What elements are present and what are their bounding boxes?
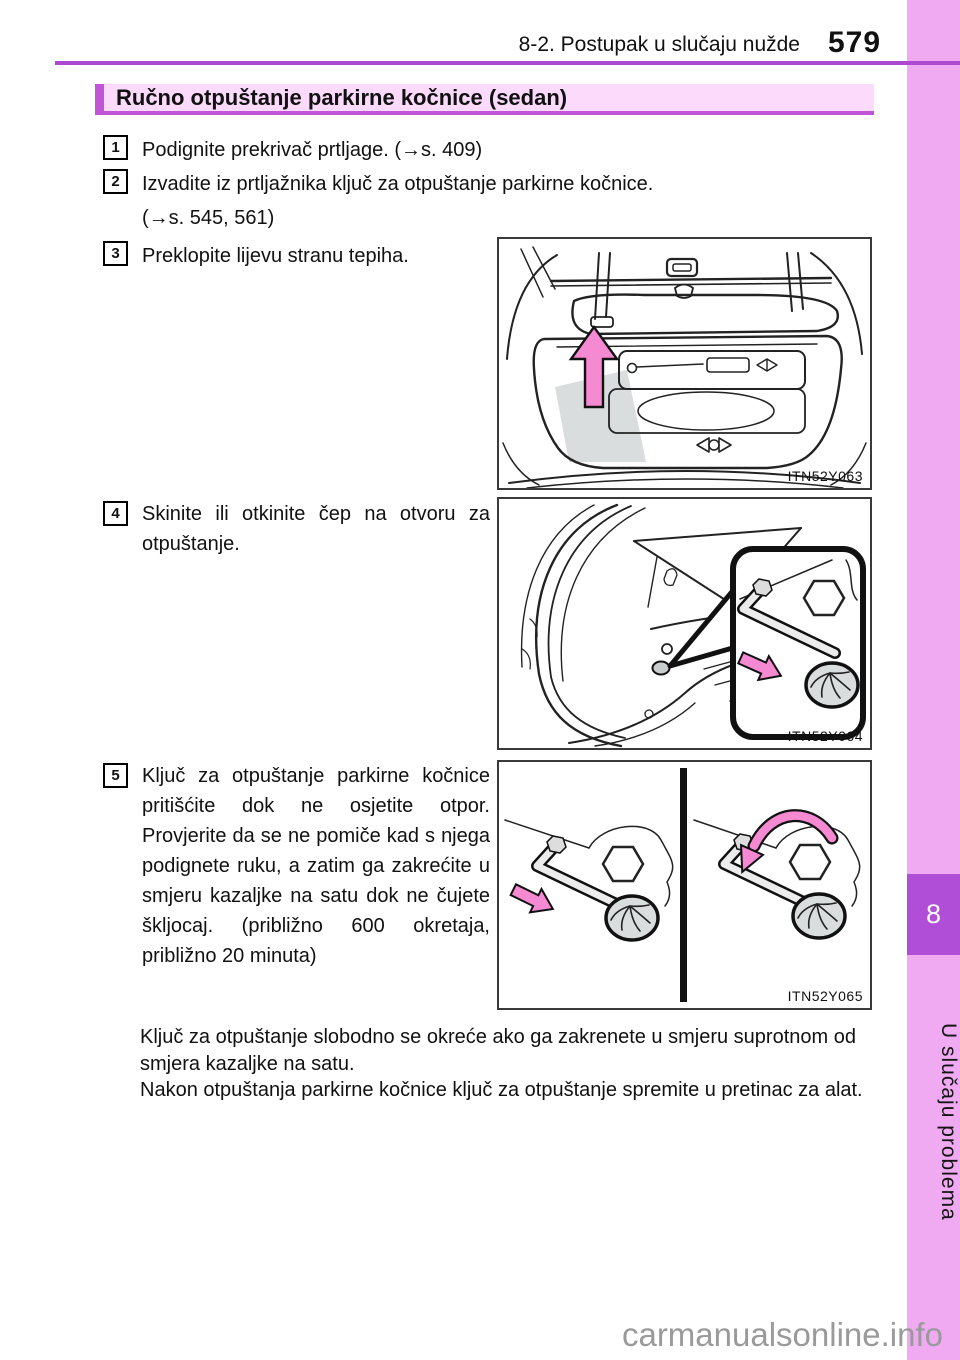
figure-code-label: ITN52Y064 xyxy=(787,728,863,744)
header-section-title: 8-2. Postupak u slučaju nužde xyxy=(518,33,800,56)
step-text: Skinite ili otkinite čep na otvoru za otpuštanje. xyxy=(142,503,490,555)
hexagon-icon xyxy=(804,581,844,615)
trunk-overview-illustration xyxy=(499,239,870,488)
grommet-icon xyxy=(793,894,845,938)
step-text: Podignite prekrivač prtljage. (→s. 409) xyxy=(142,139,483,161)
step-number: 1 xyxy=(111,139,120,156)
chapter-label-vertical: U slučaju problema xyxy=(937,1023,960,1221)
note-paragraph: Nakon otpuštanja parkirne kočnice ključ za otpuštanje spremite u pretinac za alat. xyxy=(140,1079,863,1101)
step-number-box xyxy=(103,241,128,266)
hexagon-icon xyxy=(790,845,830,879)
watermark: carmanualsonline.info xyxy=(621,1316,943,1353)
grommet-icon xyxy=(606,896,658,940)
step-item-4 xyxy=(103,499,490,559)
step-number-box xyxy=(103,501,128,526)
step-text-reference: (→s. 545, 561) xyxy=(142,207,275,229)
chapter-tab xyxy=(907,874,960,955)
step-number: 2 xyxy=(111,173,120,190)
chapter-number: 8 xyxy=(925,899,942,929)
figure-push-rotate xyxy=(497,760,872,1010)
note-paragraph: Ključ za otpuštanje slobodno se okreće ako ga zakrenete u smjeru suprotnom od smjera kazaljke na satu. xyxy=(140,1026,856,1075)
page-number: 579 xyxy=(828,26,882,59)
step-number: 5 xyxy=(111,767,120,784)
step-number-box xyxy=(103,135,128,160)
release-hole-illustration xyxy=(499,499,870,748)
step-text: Preklopite lijevu stranu tepiha. xyxy=(142,245,409,267)
step-number-box xyxy=(103,763,128,788)
section-title: Ručno otpuštanje parkirne kočnice (sedan) xyxy=(116,85,568,110)
figure-trunk-overview xyxy=(497,237,872,490)
push-rotate-illustration xyxy=(499,762,870,1008)
section-title-bar xyxy=(95,84,874,115)
figure-code-label: ITN52Y063 xyxy=(787,468,863,484)
step-number: 3 xyxy=(111,245,120,262)
callout-bubble xyxy=(733,549,863,737)
step-number: 4 xyxy=(111,505,120,522)
step-number-box xyxy=(103,169,128,194)
grommet-icon xyxy=(806,663,858,707)
hexagon-icon xyxy=(603,847,643,881)
step-item-5 xyxy=(103,761,490,971)
callout-pointer xyxy=(670,587,736,666)
header-rule xyxy=(55,61,960,65)
panel-divider xyxy=(680,768,687,1002)
push-arrow-icon xyxy=(508,878,559,921)
figure-release-hole-callout xyxy=(497,497,872,750)
step-item-3 xyxy=(103,239,409,273)
figure-code-label: ITN52Y065 xyxy=(787,988,863,1004)
step-item-1 xyxy=(103,133,482,167)
step-text: Ključ za otpuštanje parkirne kočnice pritišćite dok ne osjetite otpor. Provjerite da se ne pomiče kad s njega podignete ruku, a zatim ga zakrećite u smjeru kazaljke na satu dok ne čujete škljocaj. (približno 600 okretaja, približno 20 minuta) xyxy=(142,765,490,967)
step-item-2 xyxy=(103,167,653,235)
step-text: Izvadite iz prtljažnika ključ za otpuštanje parkirne kočnice. xyxy=(142,173,654,195)
